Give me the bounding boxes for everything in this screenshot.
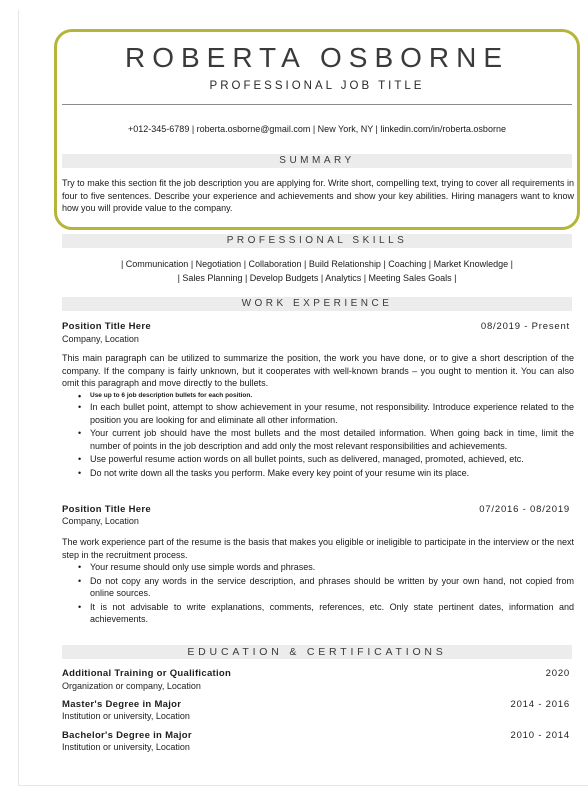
summary-heading: SUMMARY <box>62 154 572 168</box>
edu-2-dates: 2014 - 2016 <box>510 699 570 710</box>
job-1-company: Company, Location <box>62 334 139 344</box>
edu-1-org: Organization or company, Location <box>62 681 201 691</box>
list-item: • Use powerful resume action words on all bullet points, such as delivered, managed, promoted, achieved, etc. <box>78 453 574 466</box>
job-title: PROFESSIONAL JOB TITLE <box>209 80 425 92</box>
education-heading: EDUCATION & CERTIFICATIONS <box>62 645 572 659</box>
job-2-dates: 07/2016 - 08/2019 <box>479 504 570 515</box>
job-1-paragraph: This main paragraph can be utilized to summarize the position, the work you have done, or to give a short description of the company. If the company is fairly unknown, but it cooperates with well-known brands – you ought to mention it. You can also omit this paragraph and move directly to the bullets. <box>62 353 574 389</box>
summary-text: Try to make this section fit the job description you are applying for. Write short, compelling text, trying to cover all requirements in four to five sentences. Describe your experience and achievements and show your key abilities. Hiring managers want to know how you will provide value to the company. <box>62 178 574 214</box>
skills-line-2: | Sales Planning | Develop Budgets | Analytics | Meeting Sales Goals | <box>177 273 457 283</box>
list-item: • Use up to 6 job description bullets for each position. <box>78 392 574 400</box>
skills-heading: PROFESSIONAL SKILLS <box>62 234 572 248</box>
experience-heading: WORK EXPERIENCE <box>62 297 572 311</box>
edu-1-dates: 2020 <box>545 668 570 679</box>
edu-2-title: Master's Degree in Major <box>62 699 182 710</box>
edu-3-title: Bachelor's Degree in Major <box>62 730 192 741</box>
job-2-bullets <box>78 561 574 627</box>
skills-list <box>62 257 572 285</box>
job-2-title: Position Title Here <box>62 504 151 515</box>
edu-1-title: Additional Training or Qualification <box>62 668 232 679</box>
job-1-dates: 08/2019 - Present <box>480 321 570 332</box>
list-item: • Your resume should only use simple words and phrases. <box>78 561 574 574</box>
job-1-title: Position Title Here <box>62 321 151 332</box>
job-2-paragraph: The work experience part of the resume is the basis that makes you eligible or ineligible to participate in the interview or the next step in the recruitment process. <box>62 537 574 560</box>
job-1-bullets <box>78 392 574 481</box>
edu-3-org: Institution or university, Location <box>62 742 190 752</box>
header-divider <box>62 104 572 105</box>
list-item: • Do not write down all the tasks you perform. Make every key point of your resume win its place. <box>78 467 574 480</box>
list-item: • Your current job should have the most bullets and the most detailed information. When going back in time, limit the number of points in the job description and add only the most relevant responsibilities and achievements. <box>78 427 574 452</box>
contact-line: +012-345-6789 | roberta.osborne@gmail.com | New York, NY | linkedin.com/in/roberta.osborne <box>128 124 506 134</box>
skills-line-1: | Communication | Negotiation | Collaboration | Build Relationship | Coaching | Market Knowledge | <box>120 259 514 269</box>
job-2-company: Company, Location <box>62 516 139 526</box>
list-item: • Do not copy any words in the service description, and phrases should be written by your own hand, not copied from online sources. <box>78 575 574 600</box>
candidate-name: ROBERTA OSBORNE <box>124 42 510 73</box>
list-item: • It is not advisable to write explanations, comments, references, etc. Only state pertinent dates, information and achievements. <box>78 601 574 626</box>
edu-2-org: Institution or university, Location <box>62 711 190 721</box>
list-item: • In each bullet point, attempt to show achievement in your resume, not responsibility. Introduce experience related to the position you are looking for and eliminate all other information. <box>78 401 574 426</box>
edu-3-dates: 2010 - 2014 <box>510 730 570 741</box>
